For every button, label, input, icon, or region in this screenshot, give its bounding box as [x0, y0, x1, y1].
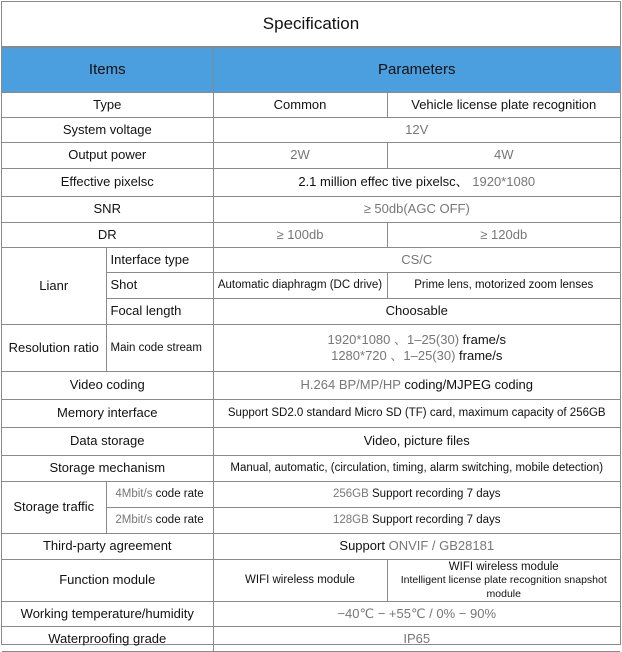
row-label-temperature: Working temperature/humidity [2, 601, 213, 626]
video-value [213, 372, 620, 400]
function-value-1: WIFI wireless module [213, 560, 387, 602]
video-mjpeg: /MJPEG coding [442, 377, 533, 393]
table-row [2, 534, 620, 560]
table-header-row [2, 48, 620, 93]
traffic-rate-2-unit: code rate [155, 514, 204, 527]
waterproof-value: IP65 [213, 626, 620, 651]
lens-focal-value: Choosable [213, 299, 620, 325]
resolution-1080: 1920*1080 、1–25(30) [327, 331, 460, 347]
table-row [2, 560, 620, 602]
page-title: Specification [2, 2, 620, 47]
table-row [2, 428, 620, 456]
pixels-text: 2.1 million effec tive pixelsc、 [298, 174, 469, 190]
table-row [2, 482, 620, 508]
video-codec: H.264 BP/MP/HP [300, 377, 401, 393]
lens-focal-label: Focal length [106, 299, 213, 325]
row-label-memory: Memory interface [2, 400, 213, 428]
row-label-snr: SNR [2, 197, 213, 223]
dr-value-2: ≥ 120db [387, 223, 620, 248]
row-label-dr: DR [2, 223, 213, 248]
table-row [2, 325, 620, 372]
table-row [2, 197, 620, 223]
row-label-waterproof: Waterproofing grade [2, 626, 213, 651]
row-label-pixels: Effective pixelsc [2, 169, 213, 197]
traffic-rate-1-value: 4Mbit/s [115, 488, 153, 501]
row-label-voltage: System voltage [2, 118, 213, 143]
row-label-lens: Lianr [2, 248, 106, 325]
resolution-line-2 [216, 348, 619, 364]
voltage-value: 12V [213, 118, 620, 143]
row-label-resolution: Resolution ratio [2, 325, 106, 372]
traffic-capacity-1-days: 7 days [466, 488, 501, 501]
power-value-2: 4W [387, 143, 620, 169]
lens-shot-value-2: Prime lens, motorized zoom lenses [387, 273, 620, 299]
dr-value-1: ≥ 100db [213, 223, 387, 248]
snr-value: ≥ 50db(AGC OFF) [213, 197, 620, 223]
resolution-720: 1280*720 、1–25(30) [331, 348, 456, 363]
header-parameters: Parameters [213, 48, 620, 93]
resolution-value [213, 325, 620, 372]
function-value-2-line-1: WIFI wireless module [448, 561, 559, 573]
traffic-rate-2-value: 2Mbit/s [115, 514, 153, 527]
traffic-capacity-2-days: 7 days [466, 514, 501, 527]
pixels-resolution: 1920*1080 [472, 174, 536, 190]
specification-sheet [1, 1, 621, 645]
data-storage-value: Video, picture files [213, 428, 620, 456]
traffic-capacity-2-size: 128GB [332, 514, 369, 527]
third-party-support: Support [339, 538, 385, 554]
third-party-protocols: ONVIF / GB28181 [388, 538, 495, 554]
table-row [2, 93, 620, 118]
row-label-mechanism: Storage mechanism [2, 456, 213, 482]
lens-interface-label: Interface type [106, 248, 213, 273]
power-value-1: 2W [213, 143, 387, 169]
lens-shot-value-1: Automatic diaphragm (DC drive) [213, 273, 387, 299]
row-label-traffic: Storage traffic [2, 482, 106, 534]
type-lpr: Vehicle license plate recognition [387, 93, 620, 118]
traffic-capacity-2 [213, 508, 620, 534]
table-row [2, 248, 620, 273]
table-row [2, 143, 620, 169]
row-label-type: Type [2, 93, 213, 118]
table-row [2, 169, 620, 197]
third-party-value [213, 534, 620, 560]
table-row [2, 372, 620, 400]
header-items: Items [2, 48, 213, 93]
table-row [2, 456, 620, 482]
memory-value: Support SD2.0 standard Micro SD (TF) card, maximum capacity of 256GB [213, 400, 620, 428]
traffic-rate-1-unit: code rate [155, 488, 204, 501]
table-row [2, 118, 620, 143]
lens-interface-value: CS/C [213, 248, 620, 273]
table-row [2, 400, 620, 428]
traffic-rate-1 [106, 482, 213, 508]
resolution-line-1 [216, 332, 619, 348]
resolution-unit-2: frame/s [459, 348, 503, 363]
row-label-third-party: Third-party agreement [2, 534, 213, 560]
type-common: Common [213, 93, 387, 118]
traffic-capacity-1-size: 256GB [332, 488, 369, 501]
resolution-sub-label: Main code stream [106, 325, 213, 372]
row-label-power: Output power [2, 143, 213, 169]
temperature-value: −40℃ − +55℃ / 0% − 90% [213, 601, 620, 626]
table-row [2, 223, 620, 248]
lens-shot-label: Shot [106, 273, 213, 299]
row-label-video: Video coding [2, 372, 213, 400]
traffic-capacity-1-text: Support recording [372, 488, 464, 501]
table-row [2, 626, 620, 651]
video-coding-word: coding [404, 377, 443, 393]
resolution-unit-1: frame/s [462, 331, 507, 347]
spec-table [2, 47, 620, 652]
mechanism-value: Manual, automatic, (circulation, timing, alarm switching, mobile detection) [213, 456, 620, 482]
function-value-2 [387, 560, 620, 602]
row-label-data-storage: Data storage [2, 428, 213, 456]
function-value-2-line-2: Intelligent license plate recognition snapshot module [400, 574, 607, 600]
traffic-capacity-2-text: Support recording [372, 514, 464, 527]
table-row [2, 601, 620, 626]
pixels-value [213, 169, 620, 197]
row-label-function: Function module [2, 560, 213, 602]
traffic-capacity-1 [213, 482, 620, 508]
traffic-rate-2 [106, 508, 213, 534]
